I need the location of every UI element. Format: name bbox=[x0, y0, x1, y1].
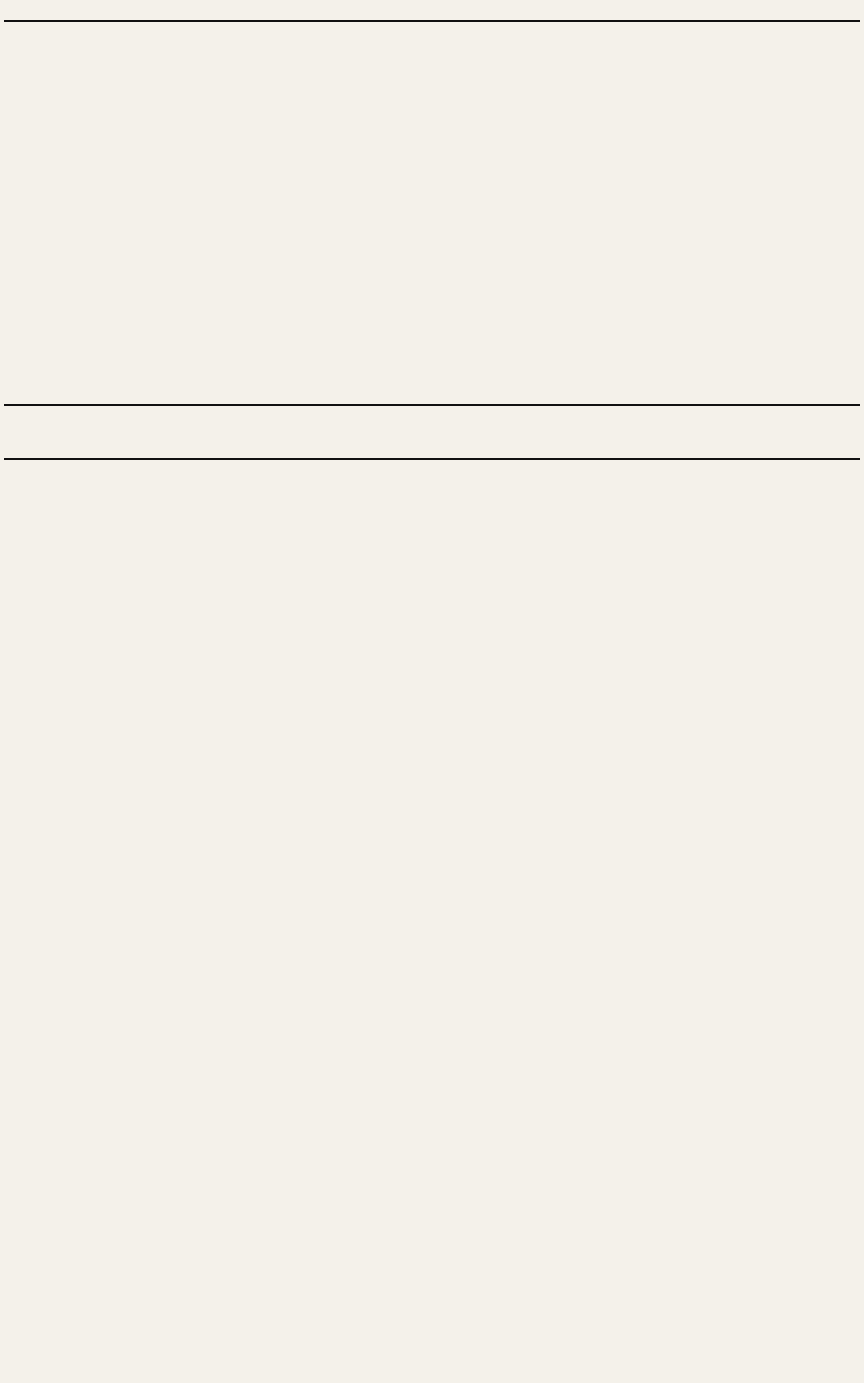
page-header bbox=[4, 4, 860, 22]
home-service-guide bbox=[4, 462, 860, 1379]
home-service-guide-title bbox=[4, 404, 860, 448]
deadlines-line bbox=[4, 447, 860, 460]
classifieds-top-section bbox=[4, 22, 860, 400]
